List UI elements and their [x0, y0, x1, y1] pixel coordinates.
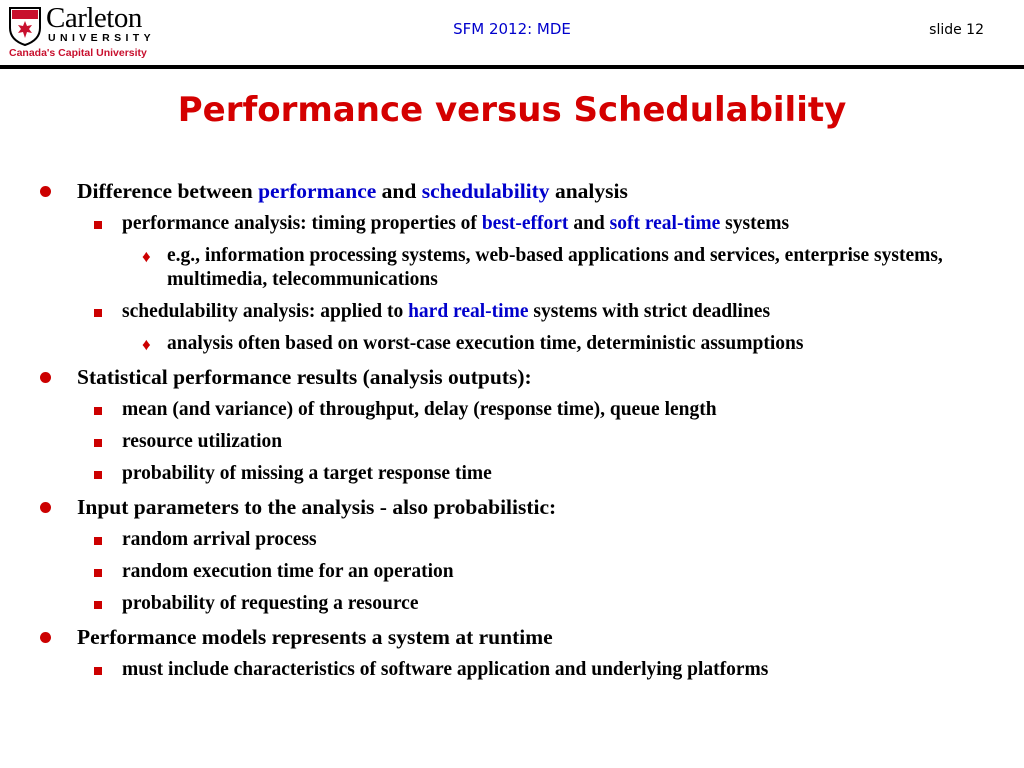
highlight-text: schedulability: [421, 179, 550, 203]
list-item: [0, 178, 1024, 204]
bullet-dot-icon: [40, 632, 51, 643]
bullet-text: systems: [720, 213, 790, 234]
bullet-dot-icon: [40, 372, 51, 383]
list-item: [0, 624, 1024, 650]
bullet-dot-icon: [40, 186, 51, 197]
highlight-text: soft real-time: [609, 213, 721, 234]
list-item: [0, 560, 1024, 584]
list-item: [0, 398, 1024, 422]
header-divider: [0, 65, 1024, 69]
bullet-square-icon: [94, 439, 102, 447]
bullet-text: mean (and variance) of throughput, delay (response time), queue length: [122, 399, 717, 420]
bullet-text: systems with strict deadlines: [528, 301, 771, 322]
bullet-text: must include characteristics of software application and underlying platforms: [122, 659, 769, 680]
list-item: [0, 462, 1024, 486]
bullet-text: Input parameters to the analysis - also probabilistic:: [77, 495, 557, 519]
list-item: [0, 494, 1024, 520]
list-item: [0, 212, 1024, 236]
list-item: [0, 364, 1024, 390]
bullet-dot-icon: [40, 502, 51, 513]
logo-name: Carleton: [46, 2, 142, 34]
list-item: [0, 430, 1024, 454]
slide-title: Performance versus Schedulability: [177, 90, 847, 130]
bullet-text: e.g., information processing systems, web-based applications and services, enterprise systems, multimedia, telecommunications: [167, 245, 943, 290]
bullet-square-icon: [94, 537, 102, 545]
bullet-diamond-icon: ♦: [142, 247, 151, 266]
bullet-square-icon: [94, 471, 102, 479]
bullet-text: analysis: [549, 179, 628, 203]
bullet-text: random arrival process: [122, 529, 317, 550]
logo-university: UNIVERSITY: [48, 32, 156, 44]
bullet-text: analysis often based on worst-case execution time, deterministic assumptions: [167, 333, 804, 354]
bullet-text: Difference between: [77, 179, 259, 203]
logo-tagline: Canada's Capital University: [9, 47, 147, 59]
list-item: [0, 244, 1024, 292]
bullet-text: Statistical performance results (analysis outputs):: [77, 365, 532, 389]
bullet-square-icon: [94, 407, 102, 415]
bullet-text: and: [568, 213, 610, 234]
bullet-square-icon: [94, 221, 102, 229]
bullet-text: probability of missing a target response time: [122, 463, 492, 484]
bullet-text: Performance models represents a system at runtime: [77, 625, 553, 649]
bullet-text: schedulability analysis: applied to: [122, 301, 409, 322]
highlight-text: performance: [258, 179, 377, 203]
bullet-text: probability of requesting a resource: [122, 593, 419, 614]
highlight-text: hard real-time: [408, 301, 529, 322]
list-item: [0, 300, 1024, 324]
list-item: [0, 528, 1024, 552]
bullet-square-icon: [94, 309, 102, 317]
header-conference: SFM 2012: MDE: [453, 20, 571, 38]
bullet-square-icon: [94, 667, 102, 675]
highlight-text: best-effort: [481, 213, 569, 234]
bullet-text: random execution time for an operation: [122, 561, 454, 582]
list-item: [0, 592, 1024, 616]
bullet-text: resource utilization: [122, 431, 283, 452]
bullet-diamond-icon: ♦: [142, 335, 151, 354]
slide-number: slide 12: [929, 22, 984, 38]
bullet-list: [0, 178, 1024, 690]
bullet-square-icon: [94, 569, 102, 577]
list-item: [0, 332, 1024, 356]
bullet-text: and: [376, 179, 422, 203]
bullet-square-icon: [94, 601, 102, 609]
list-item: [0, 658, 1024, 682]
bullet-text: performance analysis: timing properties of: [122, 213, 482, 234]
